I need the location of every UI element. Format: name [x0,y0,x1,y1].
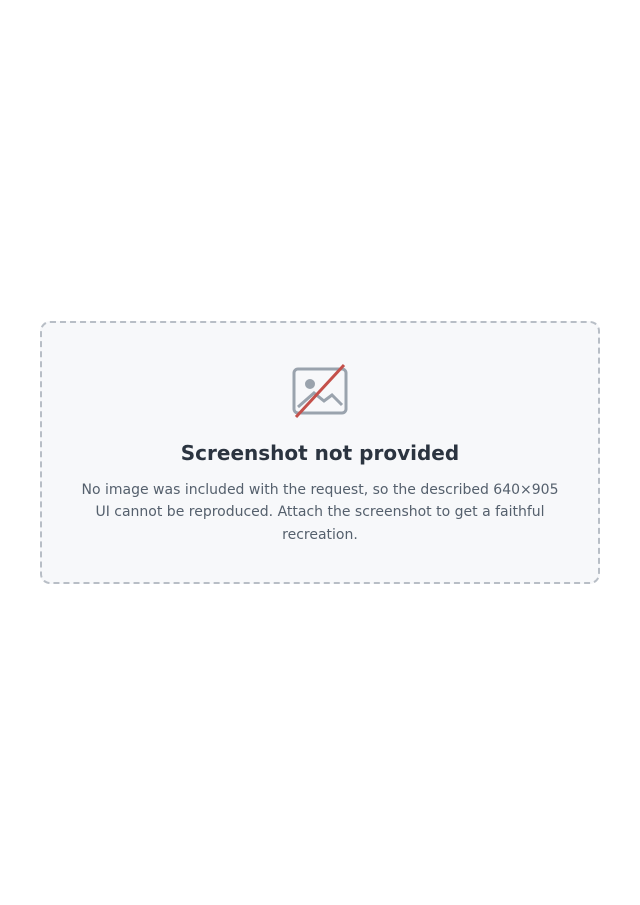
missing-image-icon [288,359,352,423]
placeholder-message: No image was included with the request, so the described 640×905 UI cannot be reproduced. Attach the screenshot to get a faithful recreation. [81,481,559,543]
placeholder-title: Screenshot not provided [180,440,460,465]
placeholder-panel [40,321,600,584]
